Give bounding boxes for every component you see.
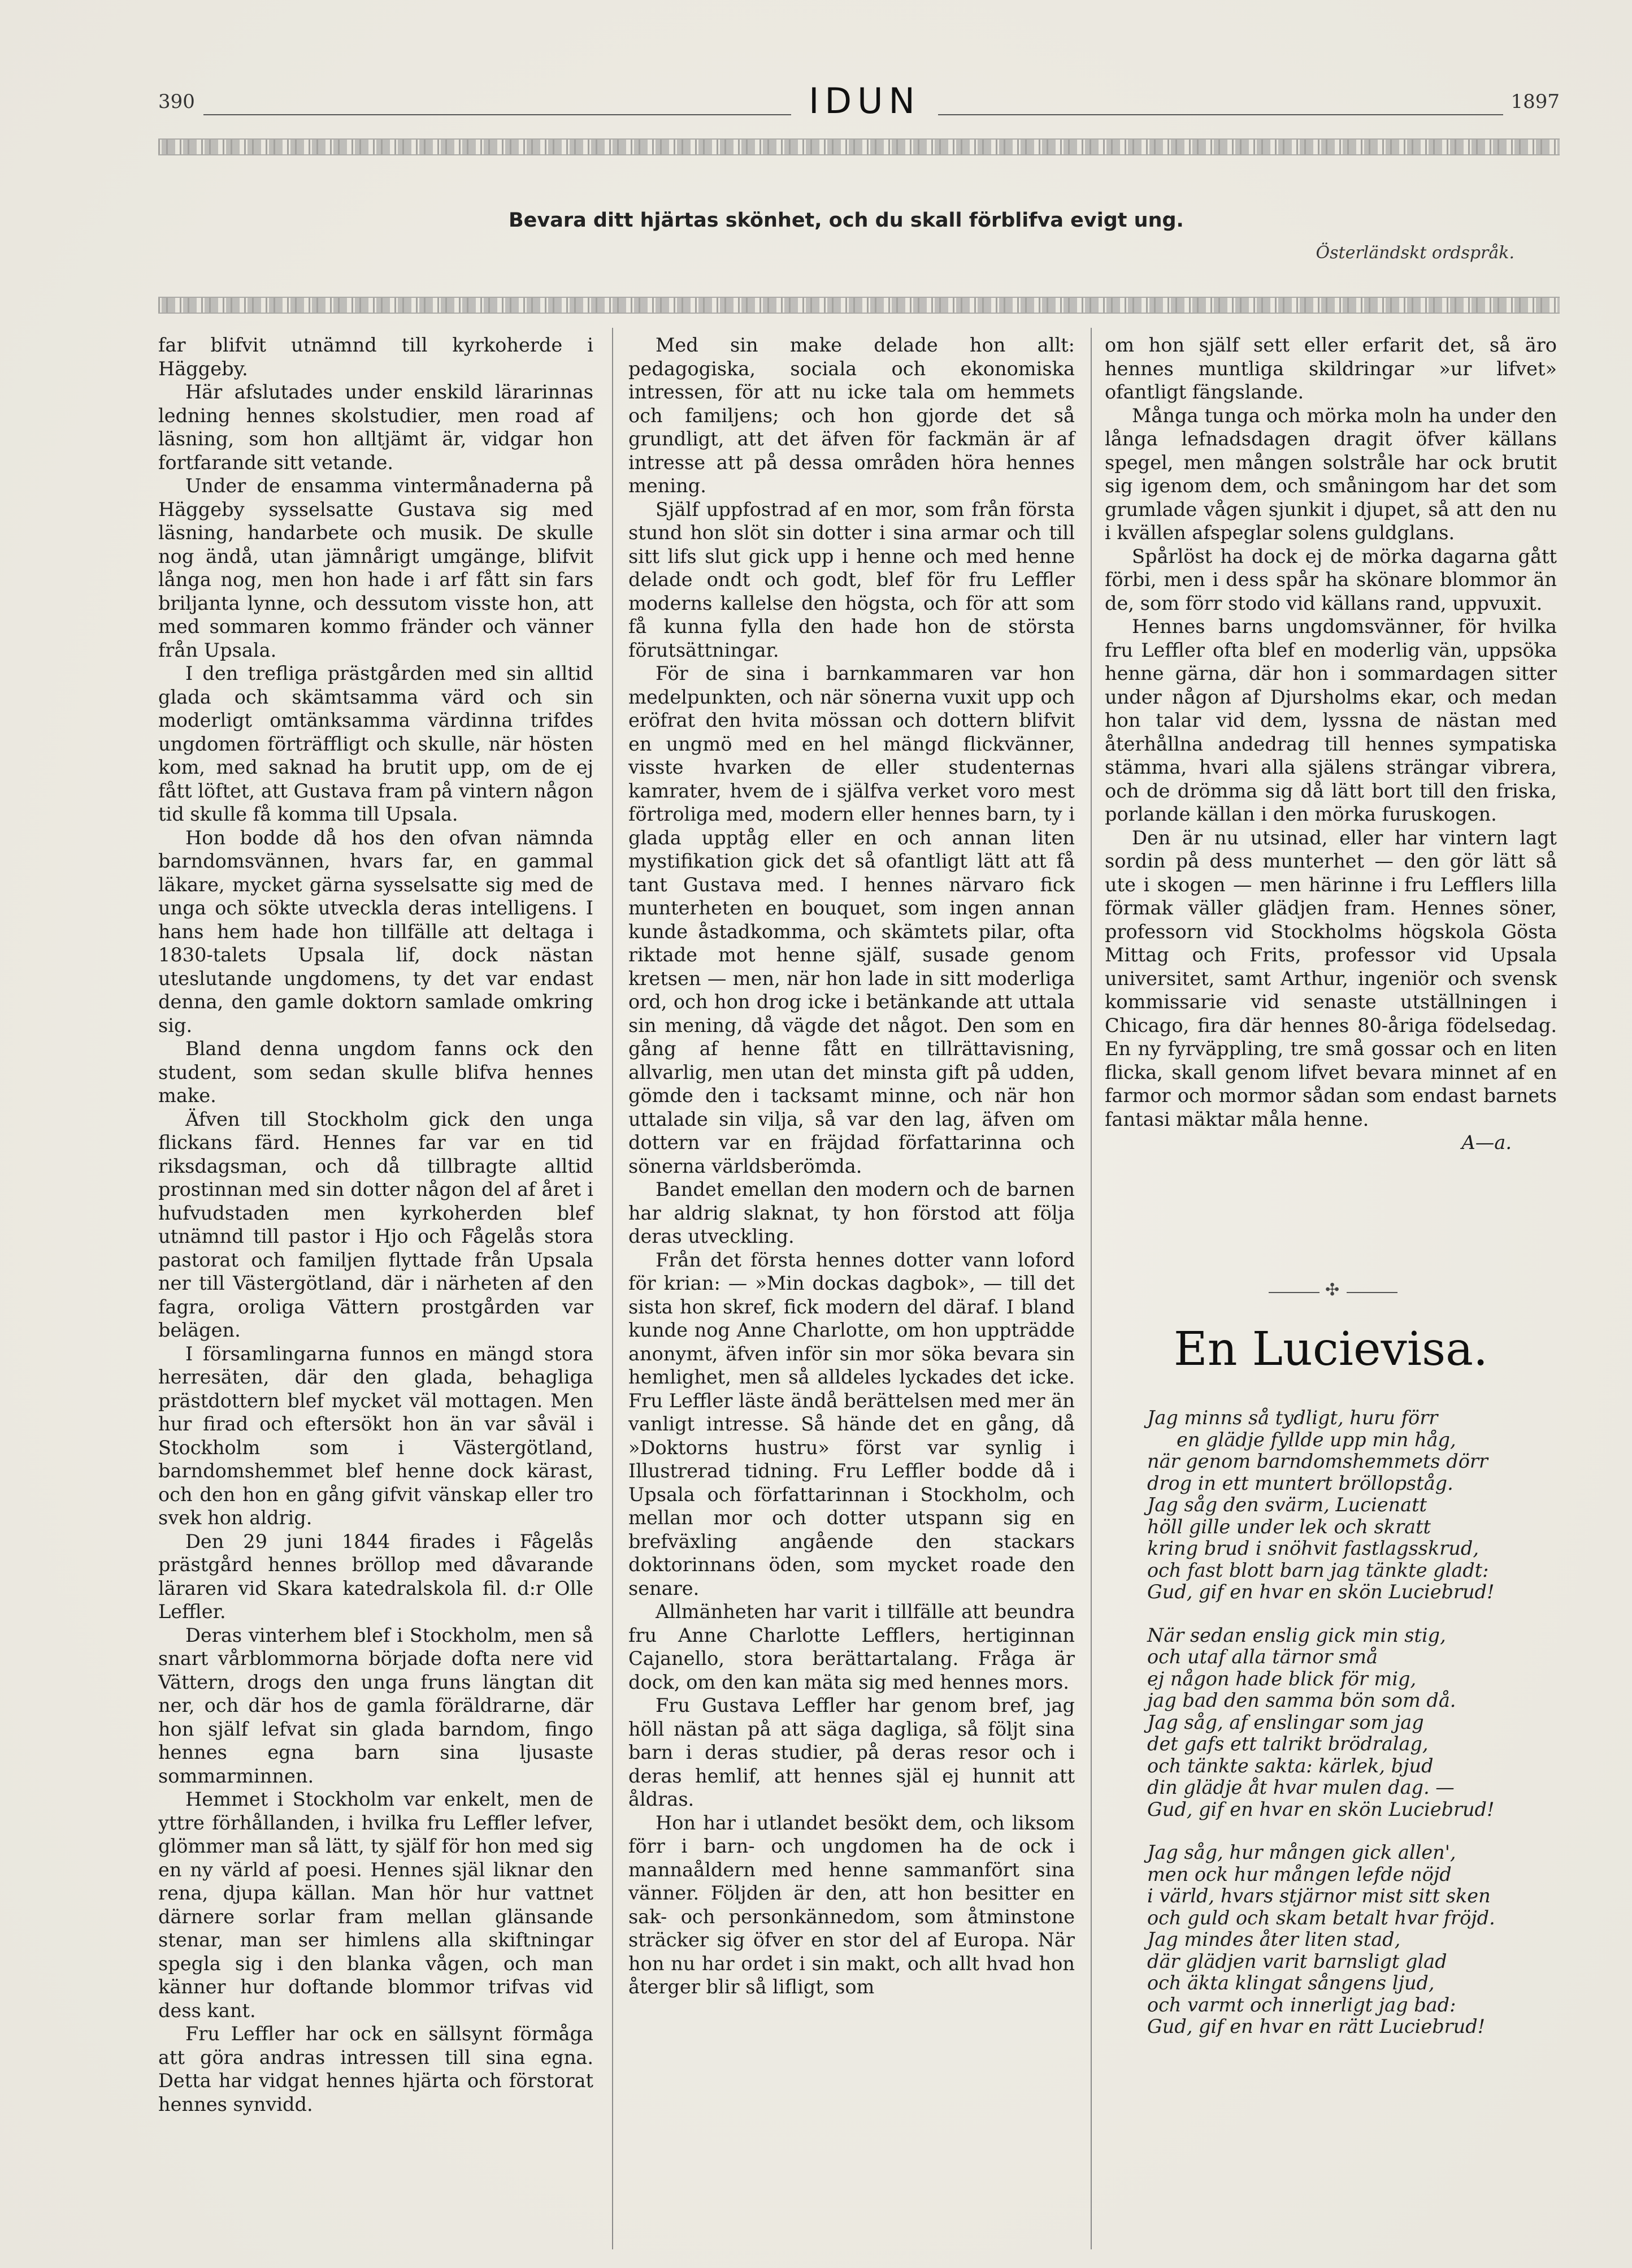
paragraph: Många tunga och mörka moln ha under den långa lefnadsdagen dragit öfver källans spegel, men mången solstråle har ock brutit sig igenom dem, och småningom har det som grumlade vågen sjunkit i djupet, så att den nu i kvällen afspeglar solens guldglans.: [1105, 404, 1557, 544]
page-year: 1897: [1511, 90, 1560, 113]
poem-line: När sedan enslig gick min stig,: [1147, 1624, 1446, 1646]
poem-line: en glädje fyllde upp min håg,: [1177, 1428, 1456, 1451]
poem-line: din glädje åt hvar mulen dag. —: [1147, 1776, 1455, 1798]
poem-line: och fast blott barn jag tänkte gladt:: [1147, 1559, 1489, 1581]
poem-line: ej någon hade blick för mig,: [1147, 1667, 1417, 1690]
poem-line: drog in ett muntert bröllopståg.: [1147, 1472, 1453, 1494]
poem-line: men ock hur mången lefde nöjd: [1147, 1863, 1452, 1885]
paragraph: Deras vinterhem blef i Stockholm, men så snart vårblommorna började dofta nere vid Vättern, drogs den unga fruns längtan dit ner, och där hos de gamla föräldrarne, där hon själf lefvat sin glada barndom, fingo hennes egna barn sina ljusaste sommarminnen.: [158, 1624, 593, 1787]
paragraph: Äfven till Stockholm gick den unga flickans färd. Hennes far var en tid riksdagsman, och då tillbragte alltid prostinnan med sin dotter någon del af året i hufvudstaden men kyrkoherden blef utnämnd till pastor i Hjo och Fågelås stora pastorat och familjen flyttade från Upsala ner till Västergötland, där i närheten af den fagra, oroliga Vättern prostgården var belägen.: [158, 1108, 593, 1341]
article-column-3: [1105, 333, 1557, 1155]
paragraph: Fru Leffler har ock en sällsynt förmåga att göra andras intressen till sina egna. Detta har vidgat hennes hjärta och förstorat hennes synvidd.: [158, 2023, 593, 2115]
paragraph: I den trefliga prästgården med sin alltid glada och skämtsamma värd och sin moderligt omtänksamma värdinna trifdes ungdomen förträffligt och skulle, när hösten kom, med saknad ha brutit upp, om de ej fått löftet, att Gustava fram på vintern någon tid skulle få komma till Upsala.: [158, 662, 593, 825]
poem-line: och varmt och innerligt jag bad:: [1147, 1993, 1456, 2016]
masthead-title: IDUN: [809, 80, 921, 122]
poem-line: Jag såg, hur mången gick allen',: [1147, 1841, 1456, 1863]
paragraph: Spårlöst ha dock ej de mörka dagarna gått förbi, men i dess spår ha skönare blommor än de, som förr stodo vid källans rand, uppvuxit.: [1105, 545, 1557, 614]
poem: [1147, 1407, 1554, 2059]
poem-title: En Lucievisa.: [1173, 1322, 1488, 1376]
poem-line: Jag såg den svärm, Lucienatt: [1147, 1494, 1427, 1516]
column-divider-2: [1091, 328, 1092, 2249]
paragraph: Den är nu utsinad, eller har vintern lagt sordin på dess munterhet — den gör lätt så ute i skogen — men härinne i fru Lefflers lilla förmak väller glädjen fram. Hennes söner, professorn vid Stockholms högskola Gösta Mittag och Frits, professor vid Upsala universitet, samt Arthur, ingeniör och svensk kommissarie vid senaste utställningen i Chicago, fira där hennes 80-åriga födelsedag. En ny fyrväppling, tre små gossar och en liten flicka, skall genom lifvet bevara minnet af en farmor och mormor sådan som endast barnets fantasi mäktar måla henne.: [1105, 826, 1557, 1130]
poem-line: i värld, hvars stjärnor mist sitt sken: [1147, 1885, 1491, 1907]
ornament-line-left: [1269, 1292, 1320, 1293]
paragraph: Hennes barns ungdomsvänner, för hvilka fru Leffler ofta blef en moderlig vän, uppsöka henne gärna, där hon i sommardagen sitter under någon af Djursholms ekar, och medan hon talar vid dem, lyssna de nästan med återhållna andedrag till hennes sympatiska stämma, hvari alla själens strängar vibrera, och de drömma sig då lätt bort till den friska, porlande källan i den mörka furuskogen.: [1105, 615, 1557, 825]
column-divider-1: [612, 328, 613, 2249]
page-number: 390: [158, 90, 195, 113]
poem-stanza: [1147, 1625, 1554, 1821]
paragraph: Hon har i utlandet besökt dem, och liksom förr i barn- och ungdomen ha de ock i mannaåldern med henne sammanfört sina vänner. Följden är den, att hon besitter en sak- och personkännedom, som åtminstone sträcker sig öfver en stor del af Europa. När hon nu har ordet i sin makt, och allt hvad hon återger blir så lifligt, som: [628, 1811, 1075, 1998]
paragraph: Bland denna ungdom fanns ock den student, som sedan skulle blifva hennes make.: [158, 1038, 593, 1107]
motto-text: Bevara ditt hjärtas skönhet, och du skall förblifva evigt ung.: [509, 209, 1184, 232]
poem-line: höll gille under lek och skratt: [1147, 1515, 1431, 1538]
ornamental-border-top: [158, 138, 1560, 155]
poem-line: och tänkte sakta: kärlek, bjud: [1147, 1754, 1434, 1777]
paragraph: Under de ensamma vintermånaderna på Häggeby sysselsatte Gustava sig med läsning, handarbete och musik. De skulle nog ändå, utan jämnårigt umgänge, blifvit långa nog, men hon hade i arf fått sin fars briljanta lynne, och dessutom visste hon, att med sommaren kommo fränder och vänner från Upsala.: [158, 475, 593, 661]
paragraph: Allmänheten har varit i tillfälle att beundra fru Anne Charlotte Lefflers, hertiginnan Cajanello, stora berättartalang. Fråga är dock, om den kan mäta sig med hennes mors.: [628, 1601, 1075, 1693]
paragraph: I församlingarna funnos en mängd stora herresäten, där den glada, behagliga prästdottern blef mycket väl mottagen. Men hur firad och eftersökt hon än var såväl i Stockholm som i Västergötland, barndomshemmet blef henne dock kärast, och den hon en gång gifvit vänskap eller tro svek hon aldrig.: [158, 1342, 593, 1529]
poem-line: där glädjen varit barnsligt glad: [1147, 1950, 1447, 1972]
poem-line: Gud, gif en hvar en rätt Luciebrud!: [1147, 2015, 1486, 2037]
paragraph: Här afslutades under enskild lärarinnas ledning hennes skolstudier, men road af läsning, som hon alltjämt är, vidgar hon fortfarande sitt vetande.: [158, 381, 593, 474]
ornamental-border-middle: [158, 297, 1560, 314]
poem-line: och äkta klingat sångens ljud,: [1147, 1972, 1435, 1994]
poem-line: jag bad den samma bön som då.: [1147, 1689, 1456, 1711]
page-header: [158, 80, 1560, 130]
poem-stanza: [1147, 1407, 1554, 1603]
flourish-icon: ✣: [1325, 1280, 1340, 1300]
paragraph: Fru Gustava Leffler har genom bref, jag höll nästan på att säga dagliga, så följt sina barn i deras studier, på deras resor och i deras hemlif, att hennes själ ej hunnit att åldras.: [628, 1694, 1075, 1810]
ornament-line-right: [1347, 1292, 1397, 1293]
poem-line: Jag mindes åter liten stad,: [1147, 1928, 1401, 1950]
article-column-2: [628, 333, 1075, 1999]
poem-line: och guld och skam betalt hvar fröjd.: [1147, 1906, 1495, 1929]
poem-line: Jag såg, af enslingar som jag: [1147, 1711, 1424, 1733]
poem-line: Gud, gif en hvar en skön Luciebrud!: [1147, 1581, 1495, 1603]
paragraph: om hon själf sett eller erfarit det, så äro hennes muntliga skildringar »ur lifvet» ofantligt fängslande.: [1105, 334, 1557, 403]
motto-source: Österländskt ordspråk.: [1316, 243, 1514, 263]
paragraph: Bandet emellan den modern och de barnen har aldrig slaknat, ty hon förstod att följa deras utveckling.: [628, 1178, 1075, 1247]
poem-line: Jag minns så tydligt, huru förr: [1147, 1407, 1438, 1429]
poem-line: kring brud i snöhvit fastlagsskrud,: [1147, 1537, 1479, 1559]
paragraph: far blifvit utnämnd till kyrkoherde i Häggeby.: [158, 334, 593, 380]
paragraph: Hon bodde då hos den ofvan nämnda barndomsvännen, hvars far, en gammal läkare, mycket gärna sysselsatte sig med de unga och sökte utveckla deras intelligens. I hans hem hade hon tillfälle att deltaga i 1830-talets Upsala lif, dock nästan uteslutande ungdomens, ty det var endast denna, den gamle doktorn samlade omkring sig.: [158, 826, 593, 1037]
paragraph: Med sin make delade hon allt: pedagogiska, sociala och ekonomiska intressen, för att nu icke tala om hemmets och familjens; och hon gjorde det så grundligt, att det äfven för fackmän är af intresse att på dessa områden höra hennes mening.: [628, 334, 1075, 497]
paragraph: För de sina i barnkammaren var hon medelpunkten, och när sönerna vuxit upp och eröfrat den hvita mössan och dottern blifvit en ungmö med en hel mängd flickvänner, visste hvarken de eller studenternas kamrater, hvem de i själfva verket voro mest förtroliga med, modern eller hennes barn, ty i glada upptåg eller en och annan liten mystifikation gick det så ofantligt lätt att få tant Gustava med. I hennes närvaro fick munterheten en bouquet, som ingen annan kunde åstadkomma, och skämtets pilar, ofta riktade mot henne själf, susade genom kretsen — men, när hon lade in sitt moderliga ord, och hon drog icke i betänkande att uttala sin mening, då vägde det något. Den som en gång af henne fått en tillrättavisning, allvarlig, men utan det minsta gift på udden, gömde den i tacksamt minne, och när hon uttalade sin vilja, så var den lag, äfven om dottern var en fräjdad författarinna och sönerna världsberömda.: [628, 662, 1075, 1177]
header-rule-left: [203, 114, 791, 115]
paragraph: Själf uppfostrad af en mor, som från första stund hon slöt sin dotter i sina armar och till sitt lifs slut gick upp i henne och med henne delade ondt och godt, blef för fru Leffler moderns kallelse den högsta, och för att som få kunna fylla den hade hon de största förutsättningar.: [628, 498, 1075, 661]
section-ornament: [1269, 1280, 1399, 1300]
header-rule-right: [938, 114, 1503, 115]
paragraph: Från det första hennes dotter vann loford för krian: — »Min dockas dagbok», — till det sista hon skref, fick modern del däraf. I bland kunde nog Anne Charlotte, om hon uppträdde anonymt, äfven inför sin mor söka bevara sin hemlighet, men så alldeles lyckades det icke. Fru Leffler läste ändå berättelsen med mer än vanligt intresse. Så hände det en gång, då »Doktorns hustru» först var synlig i Illustrerad tidning. Fru Leffler bodde då i Upsala och författarinnan i Stockholm, och mellan mor och dotter utspann sig en brefväxling angående den stackars doktorinnans öden, som mycket roade den senare.: [628, 1248, 1075, 1599]
poem-line: och utaf alla tärnor små: [1147, 1646, 1378, 1668]
poem-line: Gud, gif en hvar en skön Luciebrud!: [1147, 1798, 1495, 1820]
poem-line: det gafs ett talrikt brödralag,: [1147, 1733, 1429, 1755]
paragraph: Hemmet i Stockholm var enkelt, men de yttre förhållanden, i hvilka fru Leffler lefver, glömmer man så lätt, ty själf för hon med sig en ny värld af poesi. Hennes själ liknar den rena, djupa källan. Man hör hur vattnet därnere sorlar fram mellan glänsande stenar, man ser himlens alla skiftningar spegla sig i den blanka vågen, och man känner hur doftande blommor trifvas vid dess kant.: [158, 1788, 593, 2022]
author-signature: A—a.: [1461, 1131, 1512, 1153]
article-column-1: [158, 333, 593, 2116]
poem-stanza: [1147, 1842, 1554, 2038]
poem-line: när genom barndomshemmets dörr: [1147, 1450, 1488, 1472]
paragraph: Den 29 juni 1844 firades i Fågelås prästgård hennes bröllop med dåvarande läraren vid Skara katedralskola fil. d:r Olle Leffler.: [158, 1530, 593, 1623]
